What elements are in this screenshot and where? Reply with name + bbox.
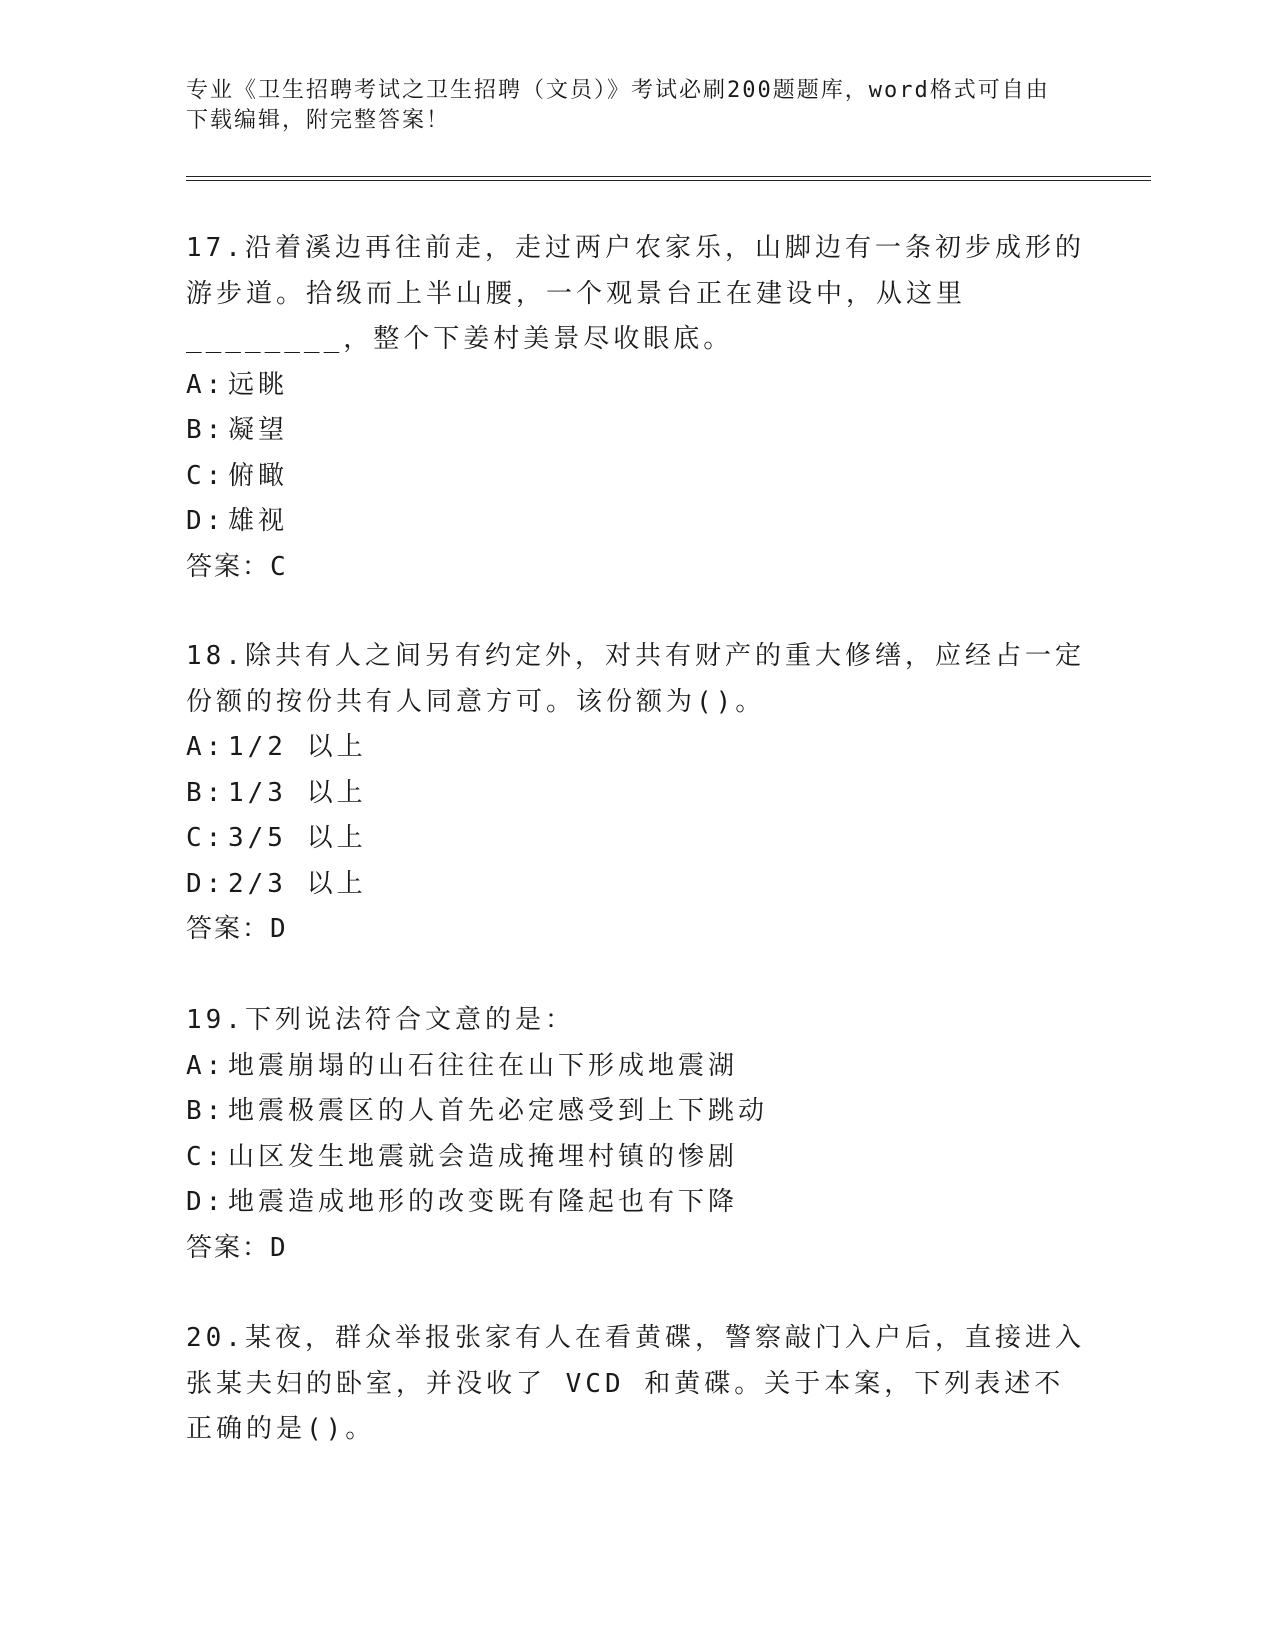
option-text: 山区发生地震就会造成掩埋村镇的惨剧 bbox=[228, 1141, 739, 1172]
option-c bbox=[186, 816, 1086, 862]
option-b bbox=[186, 1089, 1086, 1135]
option-text: 1/2 以上 bbox=[228, 732, 367, 762]
answer: 答案：D bbox=[186, 1232, 288, 1263]
document-header bbox=[186, 76, 1066, 136]
option-text: 地震极震区的人首先必定感受到上下跳动 bbox=[228, 1096, 769, 1126]
question-17 bbox=[186, 226, 1086, 590]
option-b bbox=[186, 408, 1086, 454]
option-letter: D: bbox=[186, 506, 226, 536]
option-letter: D: bbox=[186, 1187, 226, 1217]
option-letter: A: bbox=[186, 1050, 226, 1081]
option-letter: C: bbox=[186, 823, 226, 853]
option-text: 远眺 bbox=[228, 369, 289, 400]
option-d bbox=[186, 1180, 1086, 1226]
option-text: 地震崩塌的山石往往在山下形成地震湖 bbox=[228, 1050, 739, 1081]
question-stem: 18.除共有人之间另有约定外，对共有财产的重大修缮，应经占一定份额的按份共有人同意方可。该份额为()。 bbox=[186, 641, 1085, 717]
document-title: 专业《卫生招聘考试之卫生招聘（文员）》考试必刷200题题库，word格式可自由下载编辑，附完整答案！ bbox=[186, 78, 1050, 133]
option-c bbox=[186, 454, 1086, 500]
question-stem: 17.沿着溪边再往前走，走过两户农家乐，山脚边有一条初步成形的游步道。拾级而上半山腰，一个观景台正在建设中，从这里________，整个下姜村美景尽收眼底。 bbox=[186, 233, 1085, 354]
option-a bbox=[186, 363, 1086, 409]
answer: 答案：D bbox=[186, 914, 288, 944]
option-text: 凝望 bbox=[228, 415, 289, 445]
option-text: 雄视 bbox=[228, 506, 289, 536]
question-stem: 20.某夜，群众举报张家有人在看黄碟，警察敲门入户后，直接进入张某夫妇的卧室，并没收了 VCD 和黄碟。关于本案，下列表述不正确的是()。 bbox=[186, 1323, 1085, 1444]
option-letter: B: bbox=[186, 1096, 226, 1126]
option-a bbox=[186, 725, 1086, 771]
option-letter: B: bbox=[186, 777, 226, 808]
question-stem: 19.下列说法符合文意的是： bbox=[186, 1005, 575, 1035]
question-19 bbox=[186, 998, 1086, 1271]
option-letter: C: bbox=[186, 460, 226, 491]
option-text: 2/3 以上 bbox=[228, 868, 367, 899]
option-letter: B: bbox=[186, 415, 226, 445]
option-text: 俯瞰 bbox=[228, 460, 289, 491]
answer: 答案：C bbox=[186, 551, 288, 582]
option-text: 1/3 以上 bbox=[228, 777, 367, 808]
option-d bbox=[186, 499, 1086, 545]
header-divider bbox=[186, 176, 1151, 181]
option-letter: C: bbox=[186, 1141, 226, 1172]
option-text: 地震造成地形的改变既有隆起也有下降 bbox=[228, 1187, 739, 1217]
option-b bbox=[186, 771, 1086, 817]
option-c bbox=[186, 1135, 1086, 1181]
question-20 bbox=[186, 1316, 1086, 1453]
option-d bbox=[186, 862, 1086, 908]
option-a bbox=[186, 1044, 1086, 1090]
option-text: 3/5 以上 bbox=[228, 823, 367, 853]
option-letter: A: bbox=[186, 732, 226, 762]
option-letter: A: bbox=[186, 369, 226, 400]
question-18 bbox=[186, 634, 1086, 953]
option-letter: D: bbox=[186, 868, 226, 899]
